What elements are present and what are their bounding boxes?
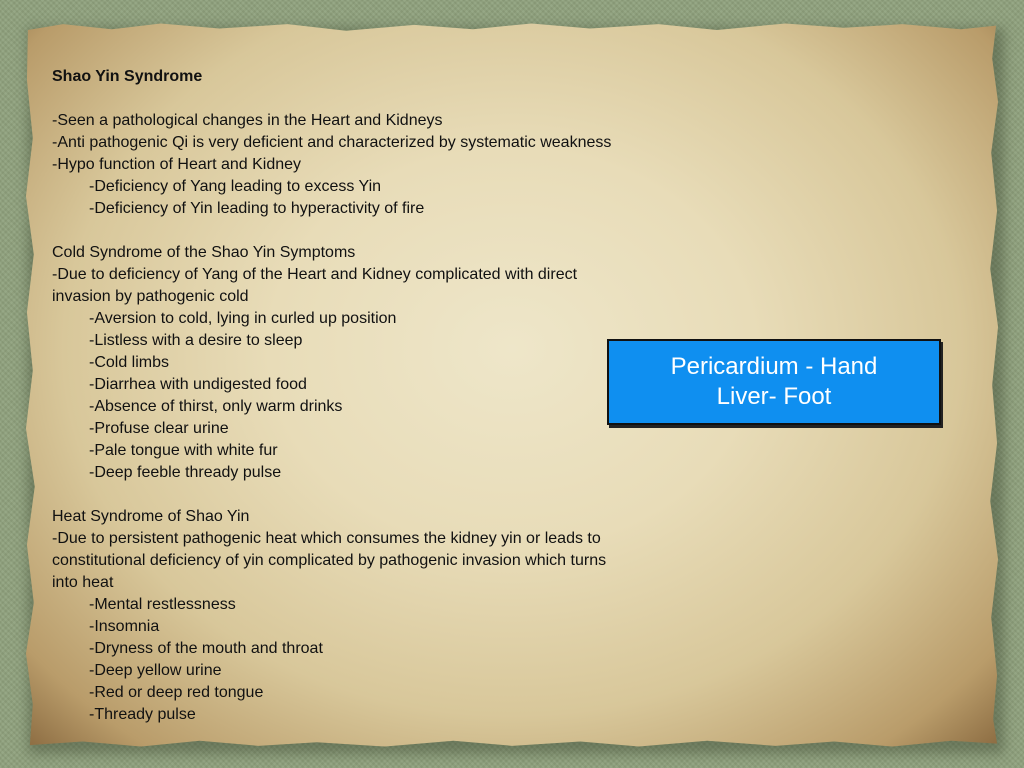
blank-line bbox=[52, 88, 752, 110]
heat-symptom-item: -Red or deep red tongue bbox=[89, 684, 264, 701]
overview-item: -Hypo function of Heart and Kidney bbox=[52, 156, 302, 173]
cold-syndrome-cause: -Due to deficiency of Yang of the Heart and Kidney complicated with direct bbox=[52, 266, 578, 283]
heat-syndrome-cause: into heat bbox=[52, 574, 114, 591]
overview-subitem: -Deficiency of Yang leading to excess Yin bbox=[89, 178, 382, 195]
heat-symptom-item: -Thready pulse bbox=[89, 706, 196, 723]
heat-symptom-item: -Dryness of the mouth and throat bbox=[89, 640, 323, 657]
overview-subitem: -Deficiency of Yin leading to hyperactivity of fire bbox=[89, 200, 425, 217]
cold-symptom-item: -Absence of thirst, only warm drinks bbox=[89, 398, 343, 415]
callout-line-pericardium: Pericardium - Hand bbox=[670, 353, 878, 380]
heat-syndrome-cause: constitutional deficiency of yin complicated by pathogenic invasion which turns bbox=[52, 552, 607, 569]
blank-line bbox=[52, 484, 752, 506]
heat-syndrome-heading: Heat Syndrome of Shao Yin bbox=[52, 508, 250, 525]
meridian-callout-box bbox=[607, 339, 941, 425]
heat-symptom-item: -Deep yellow urine bbox=[89, 662, 222, 679]
callout-line-liver: Liver- Foot bbox=[716, 383, 832, 410]
overview-item: -Seen a pathological changes in the Heart and Kidneys bbox=[52, 112, 443, 129]
cold-symptom-item: -Pale tongue with white fur bbox=[89, 442, 278, 459]
blank-line bbox=[52, 220, 752, 242]
cold-symptom-item: -Profuse clear urine bbox=[89, 420, 229, 437]
slide-title: Shao Yin Syndrome bbox=[52, 68, 203, 85]
cold-syndrome-cause: invasion by pathogenic cold bbox=[52, 288, 249, 305]
heat-symptom-item: -Mental restlessness bbox=[89, 596, 236, 613]
cold-symptom-item: -Aversion to cold, lying in curled up position bbox=[89, 310, 397, 327]
cold-symptom-item: -Deep feeble thready pulse bbox=[89, 464, 282, 481]
heat-syndrome-cause: -Due to persistent pathogenic heat which consumes the kidney yin or leads to bbox=[52, 530, 601, 547]
overview-item: -Anti pathogenic Qi is very deficient and characterized by systematic weakness bbox=[52, 134, 612, 151]
cold-symptom-item: -Diarrhea with undigested food bbox=[89, 376, 307, 393]
cold-syndrome-heading: Cold Syndrome of the Shao Yin Symptoms bbox=[52, 244, 356, 261]
heat-symptom-item: -Insomnia bbox=[89, 618, 160, 635]
cold-symptom-item: -Cold limbs bbox=[89, 354, 170, 371]
cold-symptom-item: -Listless with a desire to sleep bbox=[89, 332, 303, 349]
